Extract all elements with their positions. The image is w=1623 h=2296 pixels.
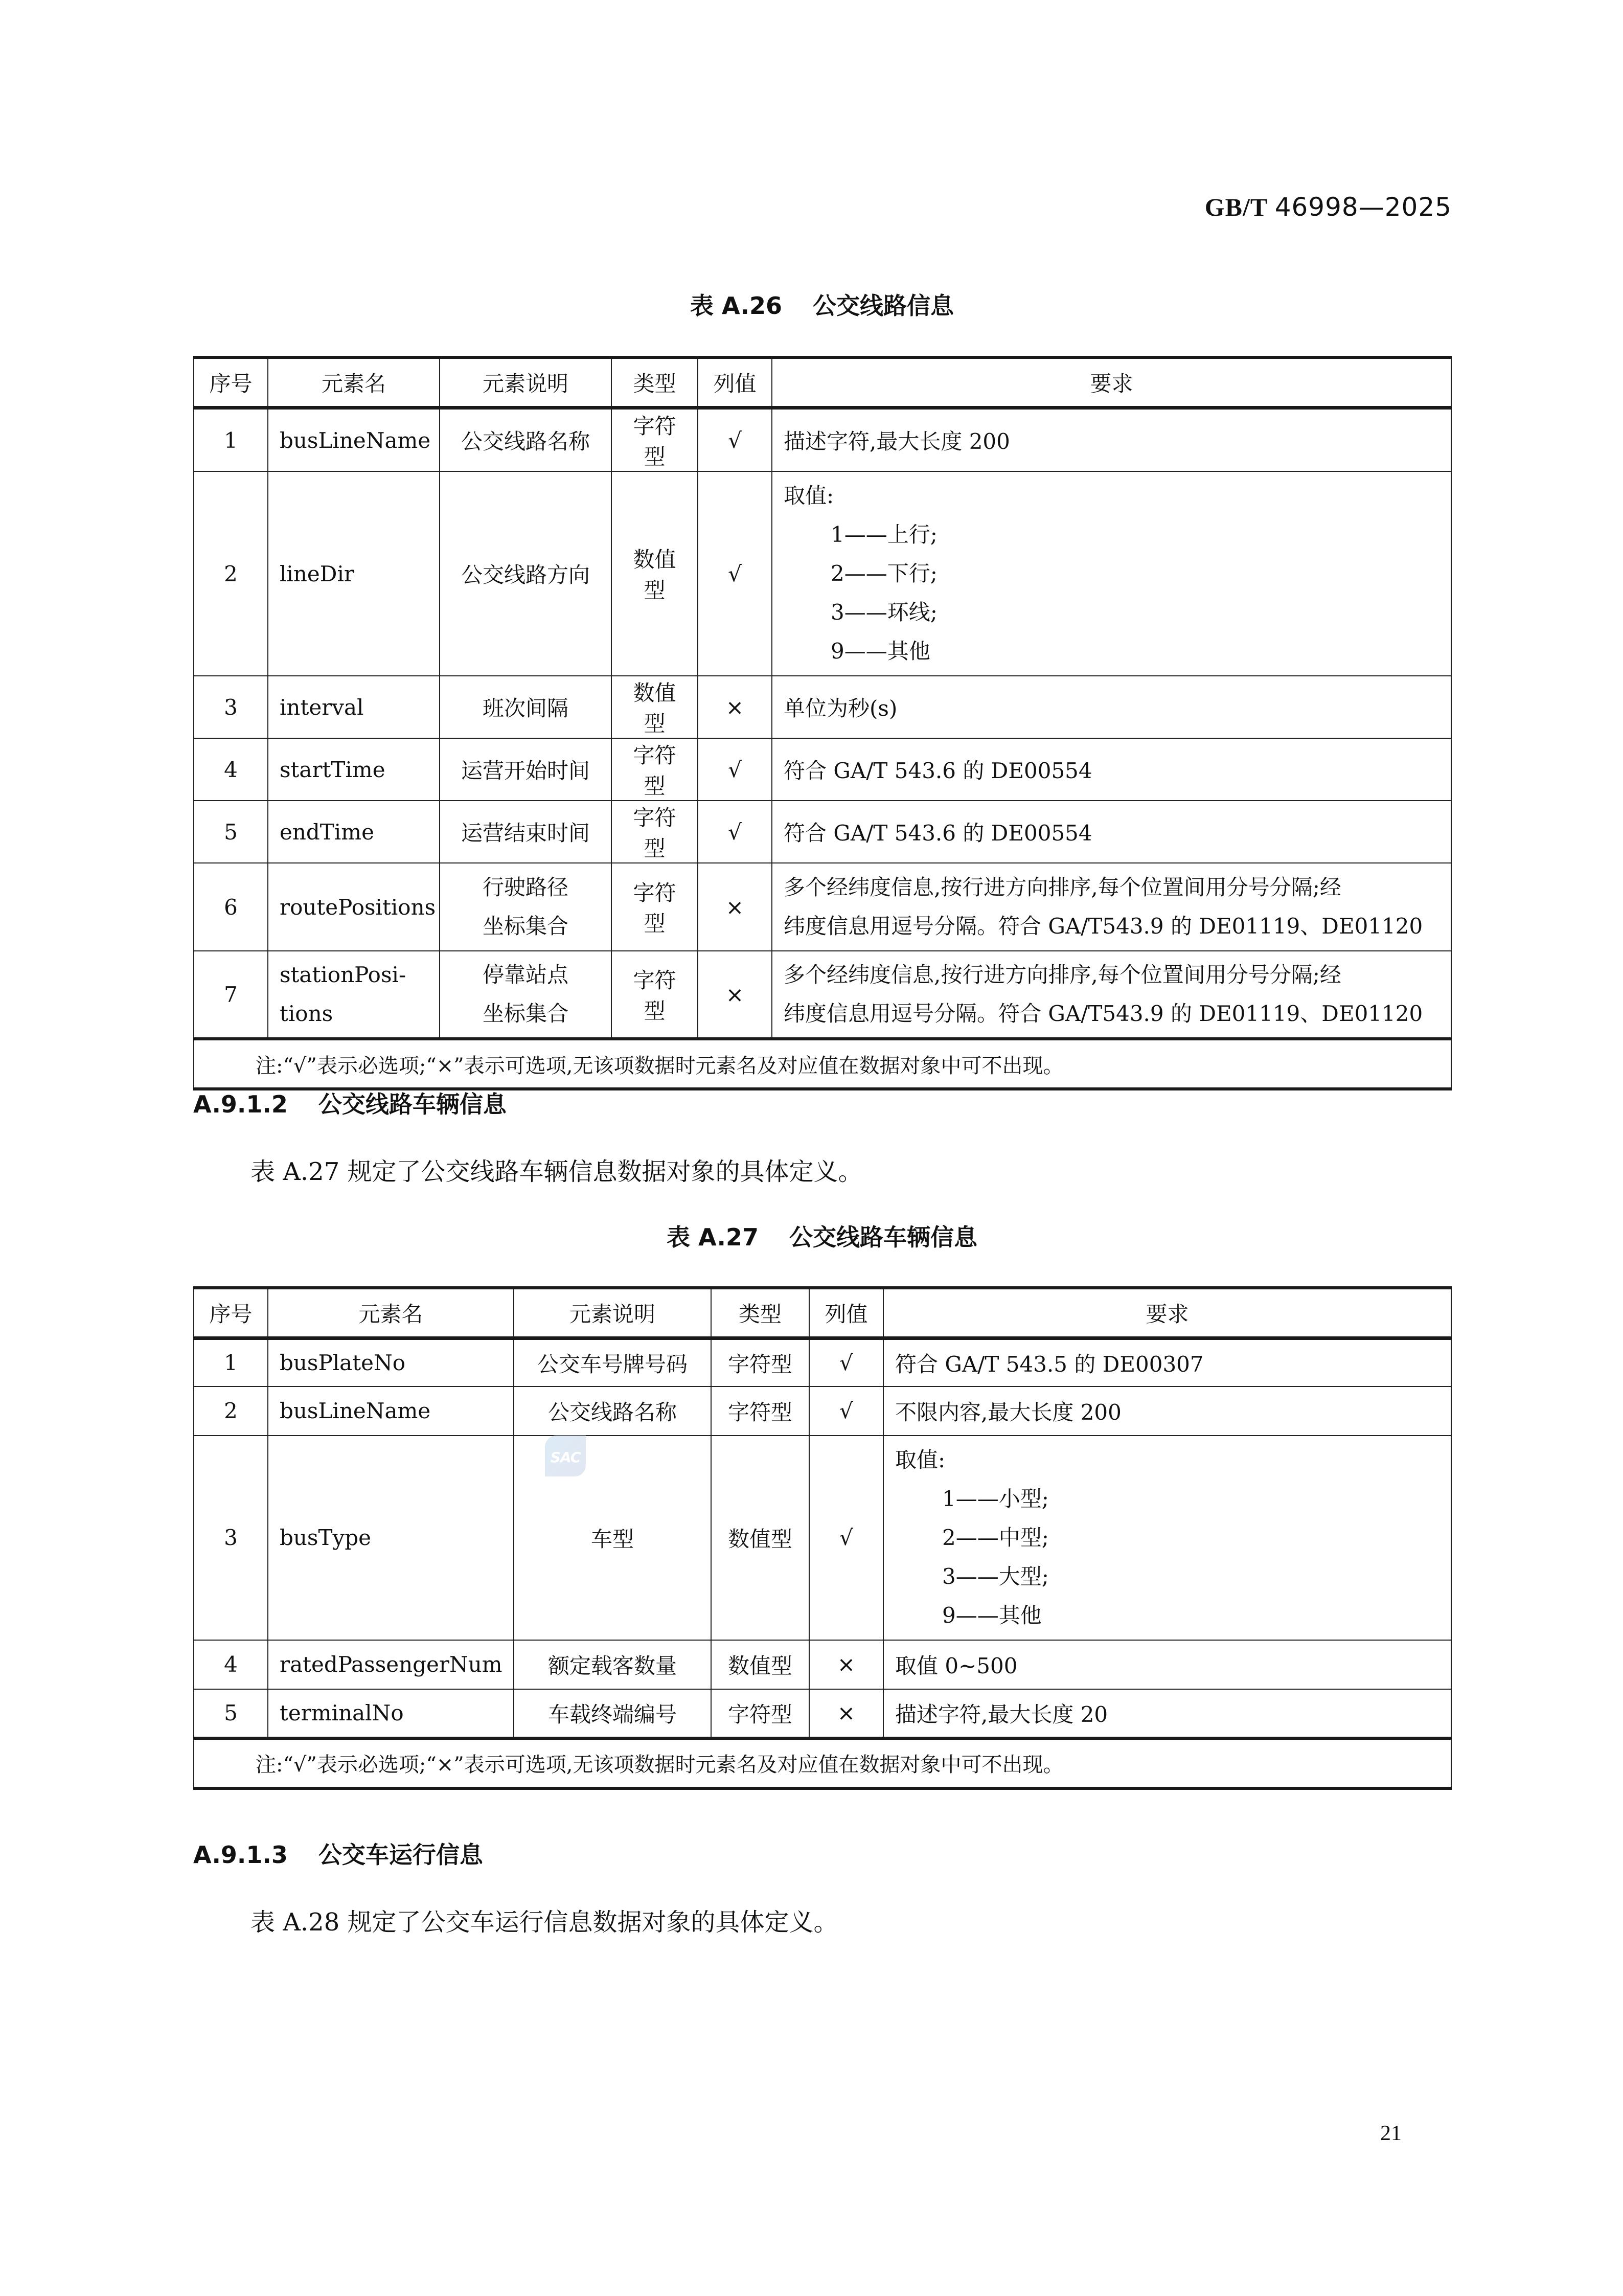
cell-desc: 公交线路名称 — [514, 1386, 711, 1436]
table-row — [194, 408, 1451, 472]
column-header-name: 元素名 — [268, 357, 440, 408]
section-paragraph: 表 A.28 规定了公交车运行信息数据对象的具体定义。 — [250, 1908, 838, 1937]
table-a26-caption — [193, 290, 1451, 321]
column-header-type: 类型 — [711, 1288, 809, 1338]
req-item: 1——小型; — [942, 1486, 1049, 1511]
cell-mark: × — [698, 951, 772, 1039]
column-header-no: 序号 — [194, 357, 268, 408]
cell-desc: 车载终端编号 — [514, 1689, 711, 1738]
table-note-row — [194, 1738, 1451, 1788]
cell-desc: 公交线路名称 — [440, 408, 611, 472]
column-header-name: 元素名 — [268, 1288, 514, 1338]
column-header-mark: 列值 — [698, 357, 772, 408]
cell-no: 2 — [194, 471, 268, 676]
cell-name: routePositions — [268, 863, 440, 951]
cell-mark: × — [809, 1689, 883, 1738]
cell-no: 2 — [194, 1386, 268, 1436]
cell-name: busLineName — [268, 408, 440, 472]
cell-mark: √ — [698, 408, 772, 472]
cell-mark: √ — [698, 738, 772, 801]
table-row — [194, 951, 1451, 1039]
column-header-req: 要求 — [883, 1288, 1451, 1338]
table-row — [194, 801, 1451, 863]
cell-mark: √ — [809, 1436, 883, 1640]
cell-mark: × — [698, 676, 772, 738]
req-line: 多个经纬度信息,按行进方向排序,每个位置间用分号分隔;经 — [784, 962, 1341, 987]
table-row — [194, 738, 1451, 801]
cell-type: 字符型 — [711, 1386, 809, 1436]
cell-type: 数值型 — [711, 1436, 809, 1640]
req-line: 纬度信息用逗号分隔。符合 GA/T543.9 的 DE01119、DE01120 — [784, 1001, 1423, 1026]
cell-type: 数值型 — [711, 1640, 809, 1689]
desc-line: 停靠站点 — [482, 962, 568, 987]
cell-req — [772, 471, 1451, 676]
column-header-desc: 元素说明 — [440, 357, 611, 408]
cell-type: 字符型 — [711, 1338, 809, 1386]
cell-type: 字符型 — [611, 863, 698, 951]
desc-line: 行驶路径 — [482, 875, 568, 900]
cell-no: 5 — [194, 1689, 268, 1738]
cell-no: 7 — [194, 951, 268, 1039]
column-header-type: 类型 — [611, 357, 698, 408]
cell-name: ratedPassengerNum — [268, 1640, 514, 1689]
cell-name: busPlateNo — [268, 1338, 514, 1386]
table-note-row — [194, 1039, 1451, 1089]
cell-no: 4 — [194, 738, 268, 801]
cell-req — [772, 951, 1451, 1039]
cell-type: 字符型 — [711, 1689, 809, 1738]
cell-name: startTime — [268, 738, 440, 801]
table-row — [194, 676, 1451, 738]
cell-mark: × — [809, 1640, 883, 1689]
cell-no: 4 — [194, 1640, 268, 1689]
table-note: 注:“√”表示必选项;“×”表示可选项,无该项数据时元素名及对应值在数据对象中可不出现。 — [194, 1738, 1451, 1788]
cell-req — [883, 1436, 1451, 1640]
table-a27 — [193, 1286, 1452, 1790]
cell-no: 1 — [194, 408, 268, 472]
cell-desc: 运营结束时间 — [440, 801, 611, 863]
cell-desc — [440, 951, 611, 1039]
table-row — [194, 1436, 1451, 1640]
table-header-row — [194, 1288, 1451, 1338]
req-item: 1——上行; — [831, 522, 938, 547]
table-row — [194, 1386, 1451, 1436]
section-heading-a912 — [193, 1089, 507, 1120]
column-header-mark: 列值 — [809, 1288, 883, 1338]
cell-name: lineDir — [268, 471, 440, 676]
section-number: A.9.1.2 — [193, 1090, 288, 1118]
standard-prefix: GB/T — [1204, 193, 1268, 221]
cell-req: 描述字符,最大长度 20 — [883, 1689, 1451, 1738]
cell-no: 3 — [194, 1436, 268, 1640]
cell-name: busType — [268, 1436, 514, 1640]
cell-name: terminalNo — [268, 1689, 514, 1738]
req-line: 纬度信息用逗号分隔。符合 GA/T543.9 的 DE01119、DE01120 — [784, 914, 1423, 939]
cell-type: 数值型 — [611, 676, 698, 738]
cell-desc: 额定载客数量 — [514, 1640, 711, 1689]
table-header-row — [194, 357, 1451, 408]
cell-desc: 公交车号牌号码 — [514, 1338, 711, 1386]
cell-no: 3 — [194, 676, 268, 738]
cell-no: 1 — [194, 1338, 268, 1386]
cell-type: 字符型 — [611, 738, 698, 801]
cell-req: 描述字符,最大长度 200 — [772, 408, 1451, 472]
cell-desc: 运营开始时间 — [440, 738, 611, 801]
section-paragraph: 表 A.27 规定了公交线路车辆信息数据对象的具体定义。 — [250, 1157, 863, 1186]
cell-mark: √ — [698, 471, 772, 676]
cell-name: endTime — [268, 801, 440, 863]
section-title: 公交车运行信息 — [318, 1841, 483, 1869]
table-a26 — [193, 356, 1452, 1090]
req-item: 3——大型; — [942, 1563, 1049, 1589]
table-row — [194, 471, 1451, 676]
cell-type: 字符型 — [611, 801, 698, 863]
desc-line: 坐标集合 — [482, 914, 568, 939]
sac-watermark-text: SAC — [550, 1449, 581, 1466]
cell-no: 5 — [194, 801, 268, 863]
name-line: stationPosi- — [280, 962, 406, 987]
page-number: 21 — [1380, 2122, 1402, 2145]
cell-mark: × — [698, 863, 772, 951]
section-number: A.9.1.3 — [193, 1841, 288, 1869]
cell-req: 符合 GA/T 543.6 的 DE00554 — [772, 801, 1451, 863]
cell-mark: √ — [698, 801, 772, 863]
req-item: 3——环线; — [831, 600, 938, 625]
column-header-req: 要求 — [772, 357, 1451, 408]
column-header-no: 序号 — [194, 1288, 268, 1338]
cell-req: 符合 GA/T 543.5 的 DE00307 — [883, 1338, 1451, 1386]
table-a26-caption-number: 表 A.26 — [690, 292, 782, 320]
table-a26-caption-title: 公交线路信息 — [812, 292, 954, 320]
cell-type: 字符型 — [611, 408, 698, 472]
table-row — [194, 1338, 1451, 1386]
table-row — [194, 1640, 1451, 1689]
section-heading-a913 — [193, 1839, 483, 1870]
cell-no: 6 — [194, 863, 268, 951]
req-title: 取值: — [895, 1447, 946, 1472]
table-note: 注:“√”表示必选项;“×”表示可选项,无该项数据时元素名及对应值在数据对象中可不出现。 — [194, 1039, 1451, 1089]
cell-name — [268, 951, 440, 1039]
table-a27-caption-title: 公交线路车辆信息 — [789, 1223, 977, 1251]
cell-req — [772, 863, 1451, 951]
desc-line: 坐标集合 — [482, 1001, 568, 1026]
cell-desc: 车型 — [514, 1436, 711, 1640]
column-header-desc: 元素说明 — [514, 1288, 711, 1338]
cell-req: 单位为秒(s) — [772, 676, 1451, 738]
cell-type: 数值型 — [611, 471, 698, 676]
table-a27-caption — [193, 1222, 1451, 1253]
table-row — [194, 1689, 1451, 1738]
req-item: 9——其他 — [831, 639, 930, 664]
cell-req: 取值 0~500 — [883, 1640, 1451, 1689]
cell-desc — [440, 863, 611, 951]
table-row — [194, 863, 1451, 951]
table-a27-caption-number: 表 A.27 — [667, 1223, 759, 1251]
cell-name: interval — [268, 676, 440, 738]
cell-name: busLineName — [268, 1386, 514, 1436]
cell-req: 不限内容,最大长度 200 — [883, 1386, 1451, 1436]
name-line: tions — [280, 1001, 333, 1026]
cell-type: 字符型 — [611, 951, 698, 1039]
req-title: 取值: — [784, 483, 834, 508]
req-item: 2——下行; — [831, 561, 938, 586]
cell-desc: 班次间隔 — [440, 676, 611, 738]
cell-req: 符合 GA/T 543.6 的 DE00554 — [772, 738, 1451, 801]
cell-mark: √ — [809, 1338, 883, 1386]
standard-code — [1176, 192, 1452, 222]
section-title: 公交线路车辆信息 — [318, 1090, 507, 1118]
cell-mark: √ — [809, 1386, 883, 1436]
req-item: 9——其他 — [942, 1602, 1042, 1628]
standard-number: 46998—2025 — [1274, 192, 1452, 222]
req-line: 多个经纬度信息,按行进方向排序,每个位置间用分号分隔;经 — [784, 875, 1341, 900]
sac-watermark-logo — [545, 1436, 586, 1476]
req-item: 2——中型; — [942, 1525, 1049, 1550]
cell-desc: 公交线路方向 — [440, 471, 611, 676]
